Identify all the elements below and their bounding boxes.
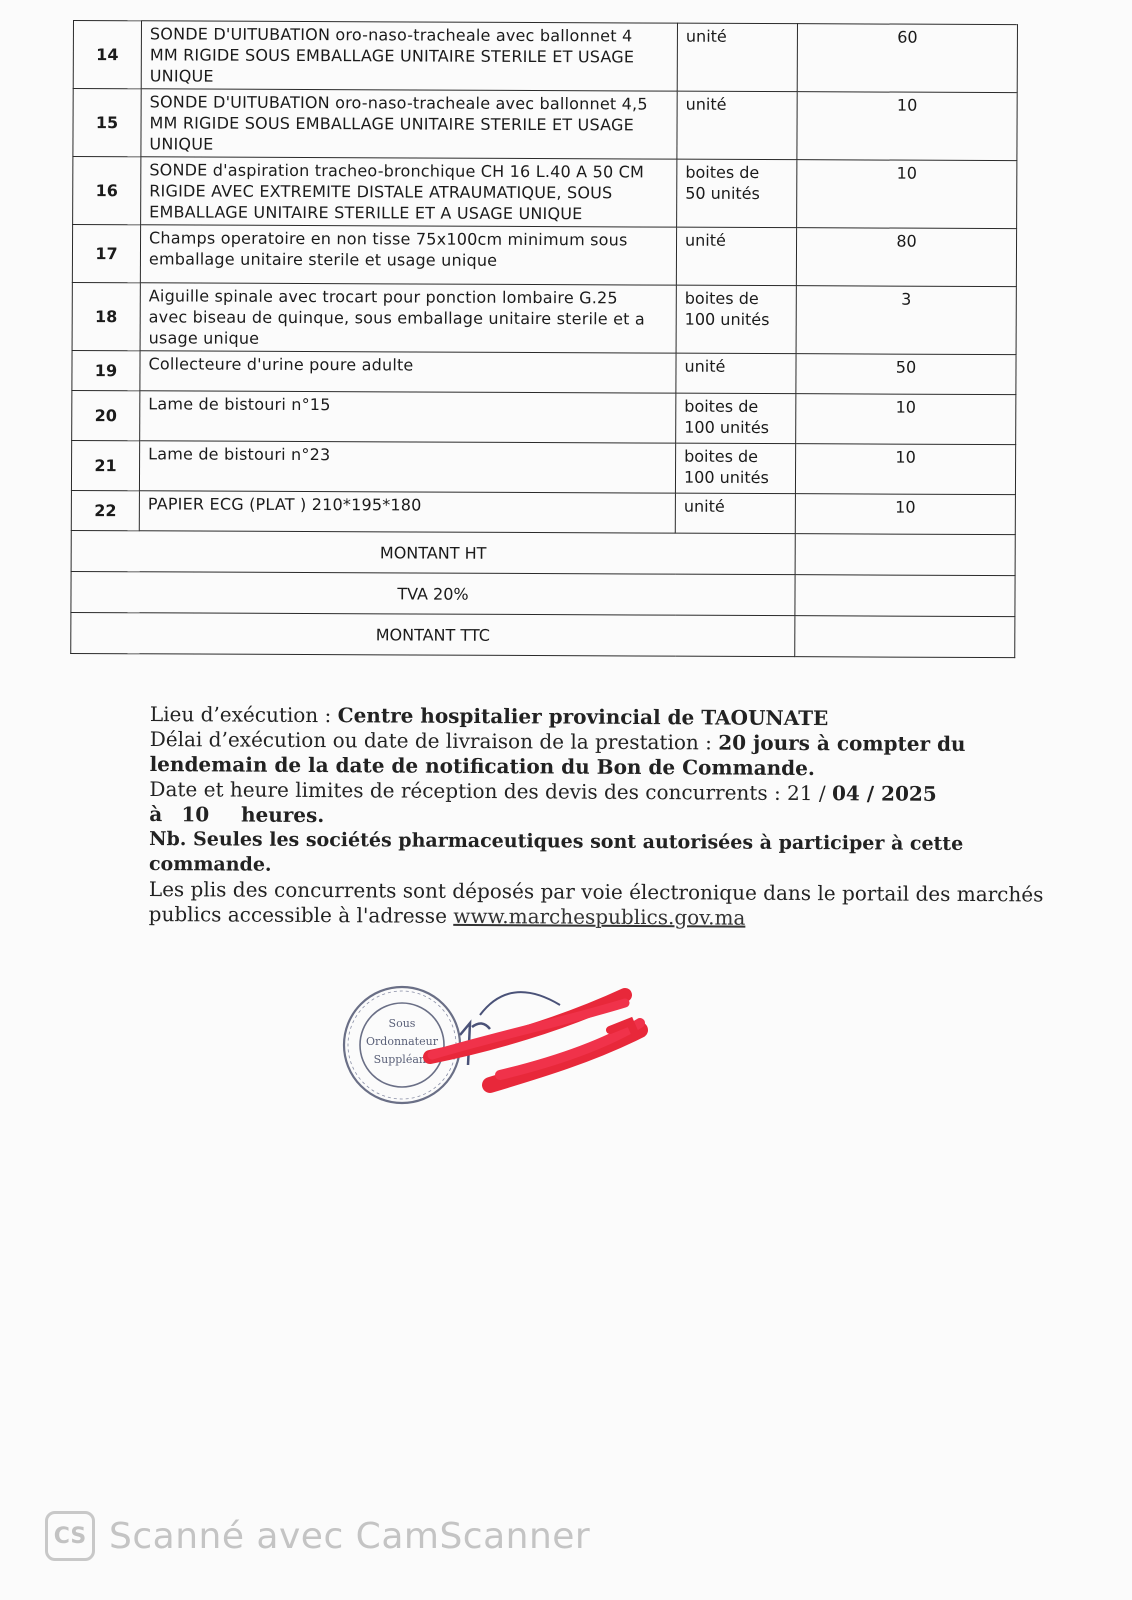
unit-line: boites de xyxy=(684,396,759,416)
stamp-line-1: Sous xyxy=(388,1017,416,1030)
delai-value: 20 jours à compter du lendemain de la date de notification du Bon de Commande. xyxy=(149,730,966,781)
total-row xyxy=(71,612,1015,657)
total-label: MONTANT HT xyxy=(71,530,795,574)
row-unit xyxy=(675,443,795,494)
plis-line xyxy=(149,877,1079,933)
date-label: Date et heure limites de réception des devis des concurrents : 21 / xyxy=(149,776,833,806)
row-description xyxy=(141,89,677,159)
date-year: 2025 à xyxy=(149,781,937,827)
row-unit xyxy=(676,285,796,354)
lieu-value: Centre hospitalier provincial de TAOUNATE xyxy=(337,703,829,731)
row-description xyxy=(141,21,677,91)
total-row xyxy=(71,571,1015,616)
unit-line: 100 unités xyxy=(684,417,770,438)
official-stamp xyxy=(340,975,670,1125)
unit-line: boites de xyxy=(685,162,760,182)
total-label: MONTANT TTC xyxy=(71,612,795,656)
row-number: 18 xyxy=(72,282,140,350)
row-unit xyxy=(676,393,796,444)
unit-line: 100 unités xyxy=(683,467,769,488)
delai-label: Délai d’exécution ou date de livraison de la prestation : xyxy=(149,726,719,755)
camscanner-logo-icon: CS xyxy=(45,1511,95,1561)
description-line: SONDE D'UITUBATION oro-naso-tracheale avec ballonnet 4,5 xyxy=(149,92,648,114)
row-number: 22 xyxy=(71,490,139,530)
row-unit xyxy=(676,227,796,286)
row-quantity: 10 xyxy=(797,92,1017,161)
unit-line: unité xyxy=(685,26,727,46)
row-description xyxy=(140,391,676,443)
unit-line: 50 unités xyxy=(685,183,760,203)
description-line: RIGIDE AVEC EXTREMITE DISTALE ATRAUMATIQUE, SOUS xyxy=(149,181,613,203)
row-number: 15 xyxy=(73,89,141,157)
unit-line: boites de xyxy=(684,288,759,308)
stamp-line-2: Ordonnateur xyxy=(366,1035,438,1048)
date-hour: 10 xyxy=(181,802,210,827)
total-row xyxy=(71,530,1015,575)
date-month: 04 xyxy=(831,781,860,806)
row-description xyxy=(140,225,676,285)
row-description xyxy=(139,441,675,493)
total-label: TVA 20% xyxy=(71,571,795,615)
nb-line: Nb. Seules les sociétés pharmaceutiques sont autorisées à participer à cette commande. xyxy=(148,827,964,876)
stamp-and-signature-icon xyxy=(340,975,670,1125)
row-quantity: 10 xyxy=(797,160,1017,229)
lieu-label: Lieu d’exécution : xyxy=(149,702,338,728)
total-value[interactable] xyxy=(795,616,1015,658)
row-number: 20 xyxy=(72,390,140,440)
camscanner-text: Scanné avec CamScanner xyxy=(109,1515,591,1557)
row-description xyxy=(139,491,675,533)
description-line: Champs operatoire en non tisse 75x100cm minimum sous xyxy=(149,228,628,250)
table-row xyxy=(73,89,1017,161)
description-line: UNIQUE xyxy=(149,66,214,86)
description-line: usage unique xyxy=(148,328,260,348)
row-description xyxy=(141,157,677,227)
row-unit xyxy=(677,91,797,160)
row-number: 19 xyxy=(72,350,140,390)
portal-link[interactable]: www.marchespublics.gov.ma xyxy=(453,903,746,930)
description-line: EMBALLAGE UNITAIRE STERILLE ET A USAGE UNIQUE xyxy=(149,202,583,224)
row-quantity: 10 xyxy=(795,494,1015,535)
row-quantity: 60 xyxy=(797,24,1017,93)
unit-line: boites de xyxy=(684,446,759,466)
row-unit xyxy=(677,23,797,92)
row-quantity: 80 xyxy=(796,228,1016,287)
description-line: MM RIGIDE SOUS EMBALLAGE UNITAIRE STERILE ET USAGE xyxy=(149,113,634,135)
description-line: UNIQUE xyxy=(149,134,214,154)
delai-line xyxy=(150,727,1080,783)
row-number: 14 xyxy=(73,21,141,89)
total-value[interactable] xyxy=(795,534,1015,576)
table-row xyxy=(71,440,1015,494)
description-line: Aiguille spinale avec trocart pour ponction lombaire G.25 xyxy=(148,286,618,308)
description-line: Collecteure d'urine poure adulte xyxy=(148,354,414,375)
table-row xyxy=(72,350,1016,394)
description-line: MM RIGIDE SOUS EMBALLAGE UNITAIRE STERILE ET USAGE xyxy=(149,45,635,67)
items-table-body xyxy=(71,21,1018,658)
date-sep: / xyxy=(859,781,882,806)
table-row xyxy=(72,390,1016,444)
table-row xyxy=(72,282,1016,354)
row-description xyxy=(140,351,676,393)
description-line: Lame de bistouri n°23 xyxy=(148,444,331,465)
items-table xyxy=(70,20,1018,658)
description-line: emballage unitaire sterile et usage unique xyxy=(148,249,498,270)
stamp-line-3: Suppléant xyxy=(373,1053,431,1066)
row-unit xyxy=(675,493,795,534)
unit-line: unité xyxy=(685,94,727,114)
table-row xyxy=(73,157,1017,229)
description-line: PAPIER ECG (PLAT ) 210*195*180 xyxy=(147,494,422,515)
total-value[interactable] xyxy=(795,575,1015,617)
description-line: Lame de bistouri n°15 xyxy=(148,394,331,415)
description-line: avec biseau de quinque, sous emballage unitaire sterile et a xyxy=(148,307,645,329)
plis-text: Les plis des concurrents sont déposés par voie électronique dans le portail des marchés publics accessible à l'adresse xyxy=(148,876,1044,928)
table-row xyxy=(71,490,1015,534)
row-quantity: 10 xyxy=(795,444,1015,495)
unit-line: 100 unités xyxy=(684,309,770,330)
camscanner-watermark xyxy=(45,1510,590,1562)
row-quantity: 10 xyxy=(796,394,1016,445)
row-number: 16 xyxy=(73,157,141,225)
unit-line: unité xyxy=(685,230,726,250)
unit-line: unité xyxy=(684,356,726,376)
row-unit xyxy=(677,159,797,228)
row-description xyxy=(140,283,676,353)
row-quantity: 3 xyxy=(796,286,1016,355)
row-quantity: 50 xyxy=(796,354,1016,395)
description-line: SONDE D'UITUBATION oro-naso-tracheale avec ballonnet 4 xyxy=(149,24,633,46)
execution-notes xyxy=(149,702,1080,933)
date-line xyxy=(149,777,1079,833)
description-line: SONDE d'aspiration tracheo-bronchique CH 16 L.40 A 50 CM xyxy=(149,160,645,182)
unit-line: unité xyxy=(683,496,725,516)
row-number: 17 xyxy=(72,225,140,283)
date-unit: heures. xyxy=(240,802,325,828)
table-row xyxy=(72,225,1016,287)
row-unit xyxy=(676,353,796,394)
row-number: 21 xyxy=(71,440,139,490)
table-row xyxy=(73,21,1017,93)
